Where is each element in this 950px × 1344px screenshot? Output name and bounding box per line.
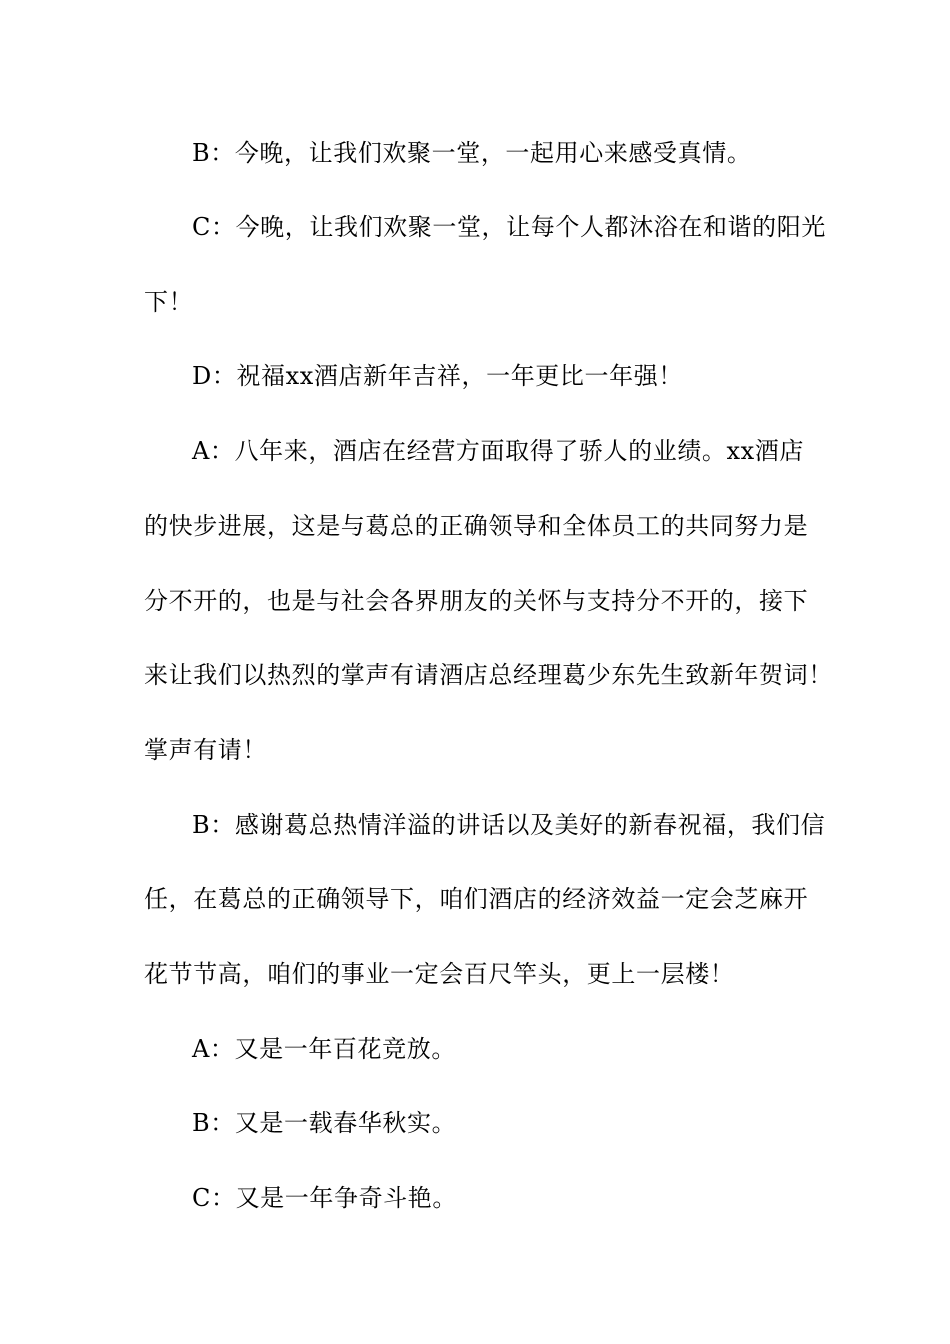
- text-line: A：又是一年百花竞放。: [192, 1035, 456, 1063]
- text-line: C：又是一年争奇斗艳。: [192, 1184, 457, 1212]
- text-line: C：今晚，让我们欢聚一堂，让每个人都沐浴在和谐的阳光: [192, 213, 826, 241]
- text-line: 下！: [144, 288, 194, 316]
- text-line: D：祝福xx酒店新年吉祥，一年更比一年强！: [192, 362, 683, 390]
- text-line: B：感谢葛总热情洋溢的讲话以及美好的新春祝福，我们信: [192, 811, 826, 839]
- text-line: 来让我们以热烈的掌声有请酒店总经理葛少东先生致新年贺词！: [144, 661, 833, 689]
- text-line: 掌声有请！: [144, 736, 267, 764]
- text-line: B：又是一载春华秋实。: [192, 1109, 457, 1137]
- text-line: 分不开的，也是与社会各界朋友的关怀与支持分不开的，接下: [144, 587, 809, 615]
- text-line: 任，在葛总的正确领导下，咱们酒店的经济效益一定会芝麻开: [144, 885, 809, 913]
- text-line: A：八年来，酒店在经营方面取得了骄人的业绩。xx酒店: [192, 437, 805, 465]
- text-line: B：今晚，让我们欢聚一堂，一起用心来感受真情。: [192, 139, 752, 167]
- text-line: 花节节高，咱们的事业一定会百尺竿头，更上一层楼！: [144, 960, 735, 988]
- text-line: 的快步进展，这是与葛总的正确领导和全体员工的共同努力是: [144, 512, 809, 540]
